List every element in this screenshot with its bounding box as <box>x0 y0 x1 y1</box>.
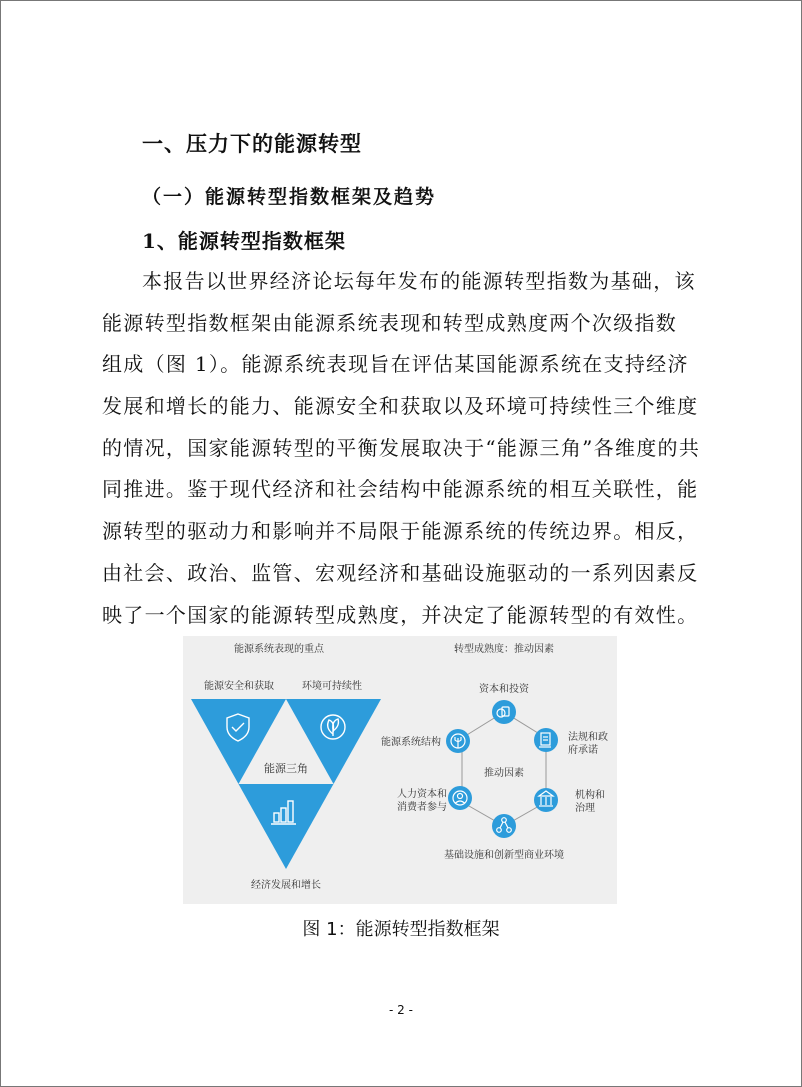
figure-caption: 图 1：能源转型指数框架 <box>302 919 500 940</box>
driver-label-system-structure: 能源系统结构 <box>381 737 441 748</box>
driver-label-infrastructure: 基础设施和创新型商业环境 <box>444 850 564 861</box>
drivers-center-label: 推动因素 <box>484 768 524 779</box>
driver-label-institutions-2: 治理 <box>575 803 595 814</box>
figure-energy-transition-framework <box>183 636 617 904</box>
triangle-label-security: 能源安全和获取 <box>204 681 274 692</box>
paragraph-line: 的情况，国家能源转型的平衡发展取决于“能源三角”各维度的共 <box>102 435 701 460</box>
paragraph-line: 源转型的驱动力和影响并不局限于能源系统的传统边界。相反， <box>102 519 699 544</box>
driver-label-regulation-2: 府承诺 <box>568 745 598 756</box>
triangle-label-sustainability: 环境可持续性 <box>302 681 362 692</box>
paragraph-line: 发展和增长的能力、能源安全和获取以及环境可持续性三个维度 <box>102 394 699 419</box>
paragraph-line: 能源转型指数框架由能源系统表现和转型成熟度两个次级指数 <box>102 310 678 335</box>
paragraph-line: 组成（图 1）。能源系统表现旨在评估某国能源系统在支持经济 <box>102 352 689 377</box>
left-panel-title: 能源系统表现的重点 <box>234 644 324 655</box>
triangle-label-growth: 经济发展和增长 <box>251 880 321 891</box>
triangle-center-label: 能源三角 <box>264 762 308 775</box>
driver-label-human-capital-2: 消费者参与 <box>397 802 447 813</box>
heading-level-3: 1、能源转型指数框架 <box>142 229 346 253</box>
body-paragraph <box>102 261 702 636</box>
paragraph-line: 同推进。鉴于现代经济和社会结构中能源系统的相互关联性，能 <box>102 477 699 502</box>
page-number: - 2 - <box>389 1003 413 1017</box>
driver-node-capital <box>492 700 516 724</box>
driver-label-institutions-1: 机构和 <box>575 790 605 801</box>
driver-label-regulation-1: 法规和政 <box>568 732 608 743</box>
heading-level-2: （一）能源转型指数框架及趋势 <box>142 186 437 208</box>
paragraph-line: 映了一个国家的能源转型成熟度，并决定了能源转型的有效性。 <box>102 602 699 627</box>
right-panel-title: 转型成熟度：推动因素 <box>454 644 554 655</box>
paragraph-line: 本报告以世界经济论坛每年发布的能源转型指数为基础，该 <box>142 269 696 293</box>
heading-level-1: 一、压力下的能源转型 <box>142 132 362 156</box>
driver-label-human-capital-1: 人力资本和 <box>397 789 447 800</box>
driver-label-capital: 资本和投资 <box>479 684 529 695</box>
paragraph-line: 由社会、政治、监管、宏观经济和基础设施驱动的一系列因素反 <box>102 560 699 585</box>
